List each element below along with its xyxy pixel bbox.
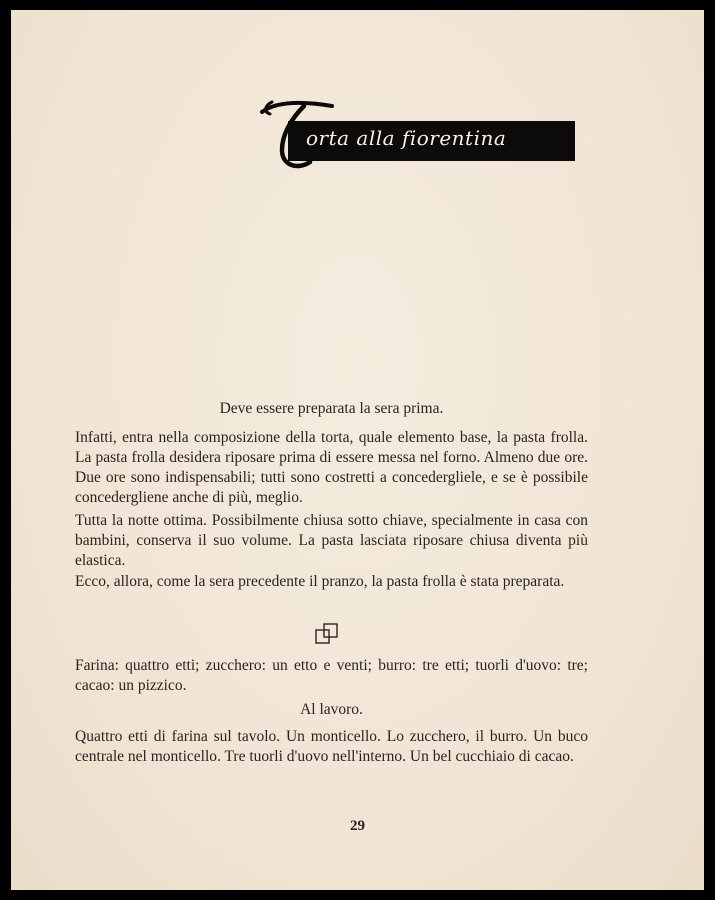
paragraph-al-lavoro: Al lavoro. xyxy=(300,701,363,718)
ingredients-list: Farina: quattro etti; zucchero: un etto e venti; burro: tre etti; tuorli d'uovo: tre; cacao: un pizzico. xyxy=(75,657,588,694)
ornament-icon xyxy=(314,621,340,647)
paragraph-intro: Deve essere preparata la sera prima. xyxy=(219,400,444,417)
title-text: orta alla fiorentina xyxy=(306,126,507,150)
book-page xyxy=(11,10,704,890)
page-number: 29 xyxy=(350,818,365,834)
paragraph-instructions: Quattro etti di farina sul tavolo. Un monticello. Lo zucchero, il burro. Un buco centrale nel monticello. Tre tuorli d'uovo nell'interno. Un bel cucchiaio di cacao. xyxy=(75,728,588,765)
paragraph-2: Infatti, entra nella composizione della torta, quale elemento base, la pasta frolla. La pasta frolla desidera riposare prima di essere messa nel forno. Almeno due ore. Due ore sono indispensabili; tutti sono costretti a concedergliele, e se è possibile concedergliene anche di più, meglio. xyxy=(75,429,588,506)
paragraph-4: Ecco, allora, come la sera precedente il pranzo, la pasta frolla è stata preparata. xyxy=(75,573,565,590)
recipe-title xyxy=(258,92,588,172)
paragraph-3: Tutta la notte ottima. Possibilmente chiusa sotto chiave, specialmente in casa con bambini, conserva il suo volume. La pasta lasciata riposare chiusa diventa più elastica. xyxy=(75,512,588,569)
